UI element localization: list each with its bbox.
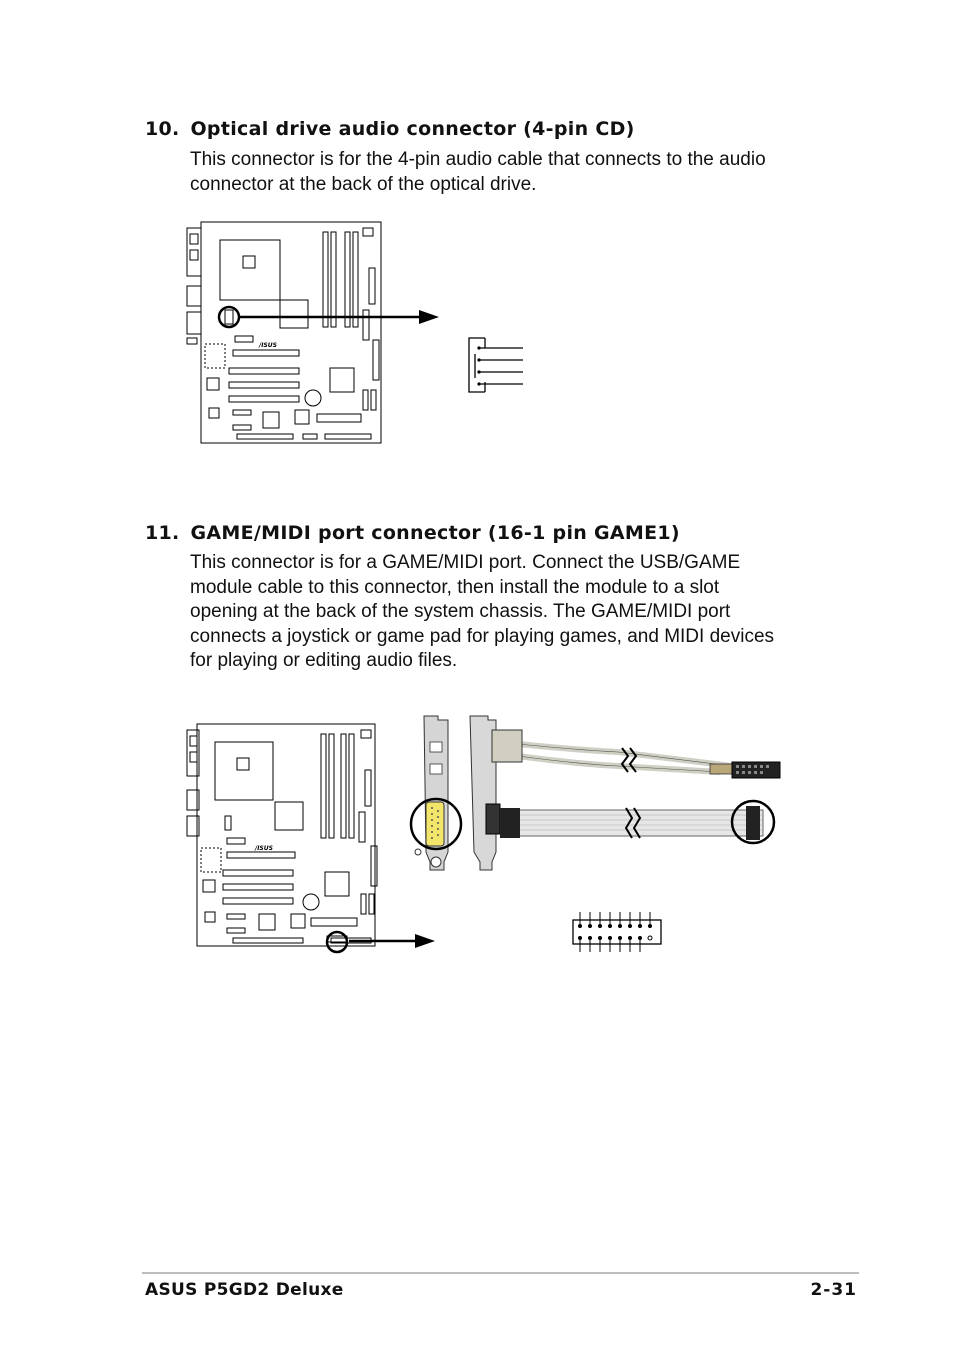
section-11-number: 11. bbox=[145, 522, 180, 544]
section-10-description bbox=[190, 148, 815, 197]
section-10-heading bbox=[145, 118, 635, 140]
section-11-line: module cable to this connector, then install the module to a slot bbox=[190, 576, 720, 598]
footer-rule bbox=[142, 1272, 859, 1274]
section-10-number: 10. bbox=[145, 118, 180, 140]
footer-page-number: 2-31 bbox=[810, 1280, 857, 1300]
motherboard-diagram-cd bbox=[185, 220, 385, 446]
motherboard-diagram-game bbox=[185, 722, 445, 958]
footer-product-name: ASUS P5GD2 Deluxe bbox=[145, 1280, 344, 1300]
section-11-line: connects a joystick or game pad for playing games, and MIDI devices bbox=[190, 625, 775, 647]
cd-connector-pinout bbox=[465, 334, 527, 396]
section-11-title: GAME/MIDI port connector (16-1 pin GAME1) bbox=[190, 522, 680, 544]
section-11-description bbox=[190, 551, 815, 674]
section-11-line: opening at the back of the system chassis. The GAME/MIDI port bbox=[190, 601, 731, 622]
game-midi-module-illustration bbox=[408, 712, 788, 880]
section-11-line: This connector is for a GAME/MIDI port. Connect the USB/GAME bbox=[190, 552, 741, 573]
section-10-line: connector at the back of the optical drive. bbox=[190, 173, 537, 195]
board-logo: /ISUS bbox=[259, 342, 277, 349]
section-10-line: This connector is for the 4-pin audio cable that connects to the audio bbox=[190, 149, 766, 170]
section-10-title: Optical drive audio connector (4-pin CD) bbox=[190, 118, 635, 140]
section-11-line: for playing or editing audio files. bbox=[190, 650, 458, 671]
board-logo: /ISUS bbox=[255, 845, 273, 852]
game1-header-pinout bbox=[570, 910, 666, 954]
section-11-heading bbox=[145, 522, 680, 544]
